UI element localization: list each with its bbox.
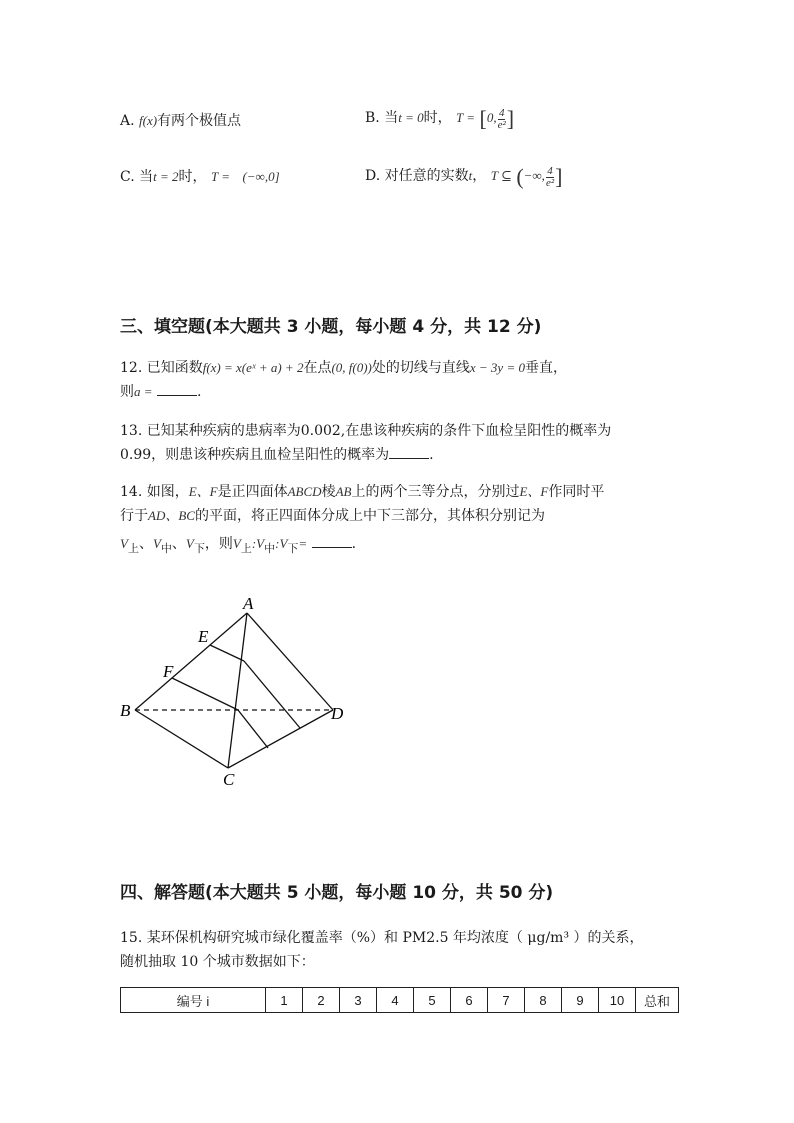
table-header-cell: 3	[340, 988, 377, 1013]
question-15: 15. 某环保机构研究城市绿化覆盖率（%）和 PM2.5 年均浓度（ μg/m³ ）的关系， 随机抽取 10 个城市数据如下：	[120, 930, 644, 970]
option-c: C. 当t = 2时， T = (−∞,0]	[120, 169, 280, 185]
data-table	[120, 987, 679, 1013]
answer-blank	[157, 381, 197, 396]
option-d: D. 对任意的实数t， T ⊆ (−∞, $\frac{4}{\text{e²}}$ ]	[365, 164, 563, 189]
edge-ac	[228, 613, 247, 768]
table-header-cell: 7	[488, 988, 525, 1013]
option-a-math: f(x)	[139, 113, 158, 128]
table-header-cell: 5	[414, 988, 451, 1013]
label-c: C	[223, 770, 235, 789]
option-b-interval: [0, $\frac{4}{\text{e²}}$ ]	[479, 106, 515, 131]
question-14: 14. 如图，E、F是正四面体ABCD棱AB上的两个三等分点，分别过E、F作同时平 行于AD、BC的平面，将正四面体分成上中下三部分，其体积分别记为 $V_上$、$V_中$、$V_下$，则$V_上:V_中:V_下=$ .	[120, 484, 605, 555]
table-row	[121, 988, 679, 1013]
answer-blank	[312, 533, 352, 548]
table-header-cell: 1	[266, 988, 303, 1013]
edge-cd	[228, 710, 333, 768]
label-f: F	[163, 662, 174, 681]
section-line-f2	[238, 710, 268, 748]
label-e: E	[198, 627, 209, 646]
option-d-interval: (−∞, $\frac{4}{\text{e²}}$ ]	[516, 164, 563, 189]
question-13: 13. 已知某种疾病的患病率为0.002,在患该种疾病的条件下血检呈阳性的概率为 0.99，则患该种疾病且血检呈阳性的概率为 .	[120, 423, 612, 463]
edge-ad	[247, 613, 333, 710]
table-header-cell: 2	[303, 988, 340, 1013]
option-a: A. f(x)有两个极值点	[120, 113, 242, 129]
answer-blank	[389, 444, 429, 459]
table-header-cell: 10	[599, 988, 636, 1013]
question-12: 12. 已知函数f(x) = x(eˣ + a) + 2在点(0, f(0))处的切线与直线x − 3y = 0垂直， 则a = .	[120, 360, 567, 400]
label-d: D	[331, 704, 344, 723]
tetrahedron-figure	[110, 585, 360, 795]
option-b: B. 当t = 0时， T = [0, $\frac{4}{\text{e²}}$ ]	[365, 106, 515, 131]
section-4-heading: 四、解答题(本大题共 5 小题，每小题 10 分，共 50 分)	[120, 883, 554, 903]
edge-ab	[135, 613, 247, 710]
section-3-heading: 三、填空题(本大题共 3 小题，每小题 4 分，共 12 分)	[120, 317, 542, 337]
label-b: B	[120, 701, 131, 720]
table-header-cell: 编号 i	[121, 988, 266, 1013]
section-line-e2	[244, 661, 300, 728]
label-a: A	[243, 594, 254, 613]
table-header-cell: 9	[562, 988, 599, 1013]
table-header-cell: 4	[377, 988, 414, 1013]
edge-bc	[135, 710, 228, 768]
option-a-text: 有两个极值点	[157, 113, 242, 129]
table-header-cell: 6	[451, 988, 488, 1013]
section-line-e1	[210, 645, 244, 661]
table-header-cell: 总和	[636, 988, 679, 1013]
section-line-f1	[172, 678, 238, 710]
table-header-cell: 8	[525, 988, 562, 1013]
